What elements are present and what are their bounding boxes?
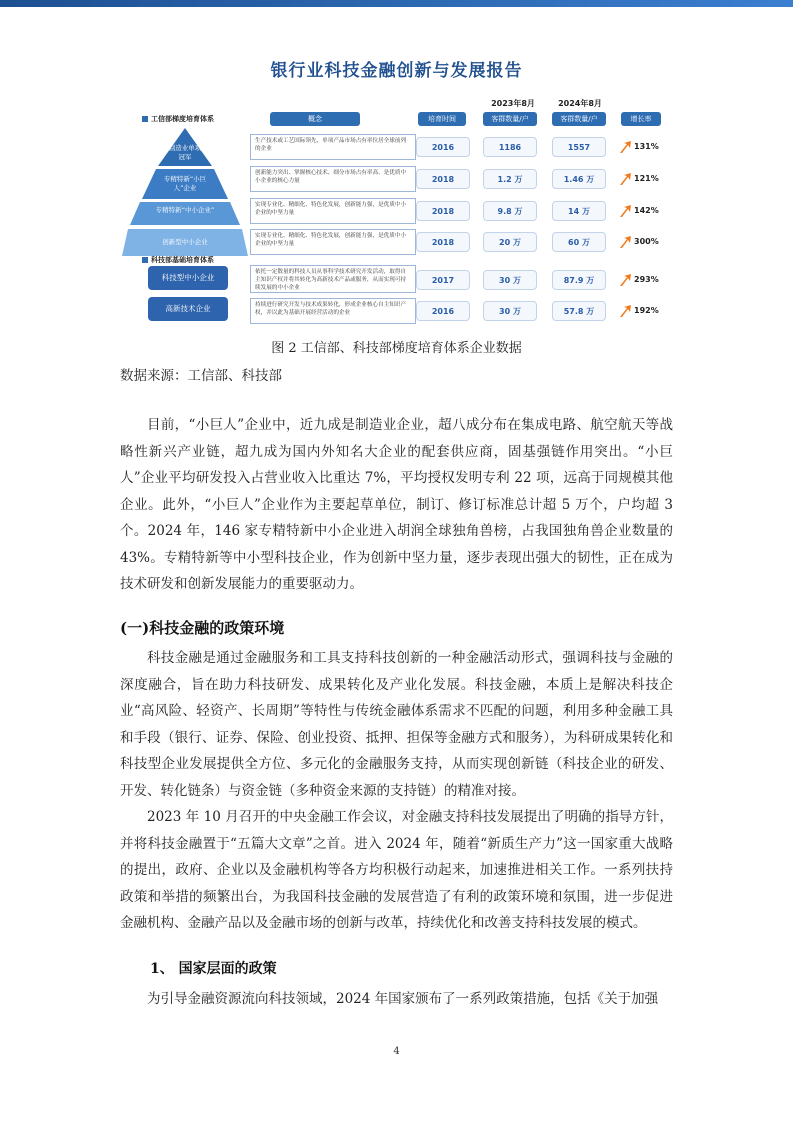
col-header-concept: 概念	[270, 112, 360, 126]
section-label-most-text: 科技部基础培育体系	[151, 256, 214, 264]
row-3-year: 2018	[416, 201, 470, 221]
row-1-v2024: 1557	[552, 137, 606, 157]
row-1-growth	[618, 137, 678, 157]
tier-label-5: 科技型中小企业	[148, 266, 228, 290]
row-6-year: 2016	[416, 301, 470, 321]
row-5-growth-value: 293%	[634, 275, 659, 284]
paragraph-3: 2023 年 10 月召开的中央金融工作会议，对金融支持科技发展提出了明确的指导方针，并将科技金融置于“五篇大文章”之首。进入 2024 年，随着“新质生产力”这一国家重大战略的提出，政府、企业以及金融机构等各方均积极行动起来，加速推进相关工作。一系列扶持政策和举措的频繁出台，为我国科技金融的发展营造了有利的政策环境和氛围，进一步促进金融机构、金融产品以及金融市场的创新与改革，持续优化和改善支持科技发展的模式。	[120, 809, 673, 931]
tier-label-4: 创新型中小企业	[162, 238, 208, 246]
row-4-desc: 实现专业化、精细化、特色化发展，创新能力强，是优质中小企业的中坚力量	[250, 229, 416, 255]
row-2-growth	[618, 169, 678, 189]
row-6-growth-value: 192%	[634, 306, 659, 315]
data-source: 数据来源：工信部、科技部	[120, 368, 282, 384]
col-header-growth: 增长率	[621, 112, 661, 126]
row-3-growth	[618, 201, 678, 221]
section-label-miit-text: 工信部梯度培育体系	[151, 115, 214, 123]
row-5-growth	[618, 270, 678, 290]
row-3-desc: 实现专业化、精细化、特色化发展，创新能力强，是优质中小企业的中坚力量	[250, 198, 416, 224]
year-header-2024: 2024年8月	[558, 99, 602, 108]
col-header-2024: 客群数量/户	[552, 112, 606, 126]
row-5-year: 2017	[416, 270, 470, 290]
row-2-v2024: 1.46 万	[552, 169, 606, 189]
paragraph-4: 为引导金融资源流向科技领域，2024 年国家颁布了一系列政策措施，包括《关于加强	[147, 991, 659, 1007]
tier-label-2: 专精特新“小巨人”企业	[163, 175, 207, 192]
square-icon	[142, 257, 148, 263]
row-4-v2023: 20 万	[483, 232, 537, 252]
row-3-v2024: 14 万	[552, 201, 606, 221]
row-6-v2023: 30 万	[483, 301, 537, 321]
year-header-2023: 2023年8月	[491, 99, 535, 108]
tier-label-6: 高新技术企业	[148, 297, 228, 321]
col-header-2023: 客群数量/户	[483, 112, 537, 126]
document-title: 银行业科技金融创新与发展报告	[270, 61, 523, 81]
row-5-v2024: 87.9 万	[552, 270, 606, 290]
tier-label-3: 专精特新“中小企业”	[155, 206, 215, 214]
row-4-v2024: 60 万	[552, 232, 606, 252]
row-6-desc: 持续进行研究开发与技术成果转化，形成企业核心自主知识产权，并以此为基础开展经营活动的企业	[250, 298, 416, 324]
paragraph-2: 科技金融是通过金融服务和工具支持科技创新的一种金融活动形式，强调科技与金融的深度融合，旨在助力科技研发、成果转化及产业化发展。科技金融，本质上是解决科技企业“高风险、轻资产、长周期”等特性与传统金融体系需求不匹配的问题，利用多种金融工具和手段（银行、证券、保险、创业投资、抵押、担保等金融方式和服务），为科研成果转化和科技型企业发展提供全方位、多元化的金融服务支持，从而实现创新链（科技企业的研发、开发、转化链条）与资金链（多种资金来源的支持链）的精准对接。	[120, 650, 673, 799]
row-5-desc: 依托一定数量的科技人员从事科学技术研究开发活动，取得自主知识产权并将其转化为高新技术产品或服务，从而实现可持续发展的中小企业	[250, 265, 416, 293]
top-accent-bar	[0, 0, 793, 7]
tier-label-1: 制造业单项冠军	[168, 144, 202, 161]
up-arrow-icon	[618, 235, 632, 249]
row-4-growth-value: 300%	[634, 237, 659, 246]
row-1-v2023: 1186	[483, 137, 537, 157]
up-arrow-icon	[618, 204, 632, 218]
row-2-growth-value: 121%	[634, 174, 659, 183]
figure-caption: 图 2 工信部、科技部梯度培育体系企业数据	[271, 341, 522, 356]
row-3-growth-value: 142%	[634, 206, 659, 215]
row-1-year: 2016	[416, 137, 470, 157]
page-number: 4	[393, 1046, 400, 1057]
section-label-miit	[142, 114, 214, 124]
row-6-v2024: 57.8 万	[552, 301, 606, 321]
subsection-heading: 1、 国家层面的政策	[150, 961, 277, 977]
paragraph-1: 目前，“小巨人”企业中，近九成是制造业企业，超八成分布在集成电路、航空航天等战略性新兴产业链，超九成为国内外知名大企业的配套供应商，固基强链作用突出。“小巨人”企业平均研发投入占营业收入比重达 7%，平均授权发明专利 22 项，远高于同规模其他企业。此外，“小巨人”企业作为主要起草单位，制订、修订标准总计超 5 万个，户均超 3 个。2024 年，146 家专精特新中小企业进入胡润全球独角兽榜，占我国独角兽企业数量的 43%。专精特新等中小型科技企业，作为创新中坚力量，逐步表现出强大的韧性，正在成为技术研发和创新发展能力的重要驱动力。	[120, 417, 673, 592]
up-arrow-icon	[618, 304, 632, 318]
row-2-desc: 创新能力突出、掌握核心技术、细分市场占有率高、是优质中小企业的核心力量	[250, 166, 416, 192]
row-4-year: 2018	[416, 232, 470, 252]
up-arrow-icon	[618, 172, 632, 186]
section-label-most	[142, 255, 214, 265]
row-5-v2023: 30 万	[483, 270, 537, 290]
row-1-desc: 生产技术或工艺国际领先，单项产品市场占有率位居全球前列的企业	[250, 134, 416, 160]
row-3-v2023: 9.8 万	[483, 201, 537, 221]
row-4-growth	[618, 232, 678, 252]
up-arrow-icon	[618, 140, 632, 154]
up-arrow-icon	[618, 273, 632, 287]
row-6-growth	[618, 301, 678, 321]
col-header-year: 培育时间	[418, 112, 466, 126]
row-2-year: 2018	[416, 169, 470, 189]
figure-tier-system	[120, 98, 680, 330]
row-2-v2023: 1.2 万	[483, 169, 537, 189]
section-heading: (一)科技金融的政策环境	[120, 619, 285, 637]
square-icon	[142, 116, 148, 122]
row-1-growth-value: 131%	[634, 142, 659, 151]
